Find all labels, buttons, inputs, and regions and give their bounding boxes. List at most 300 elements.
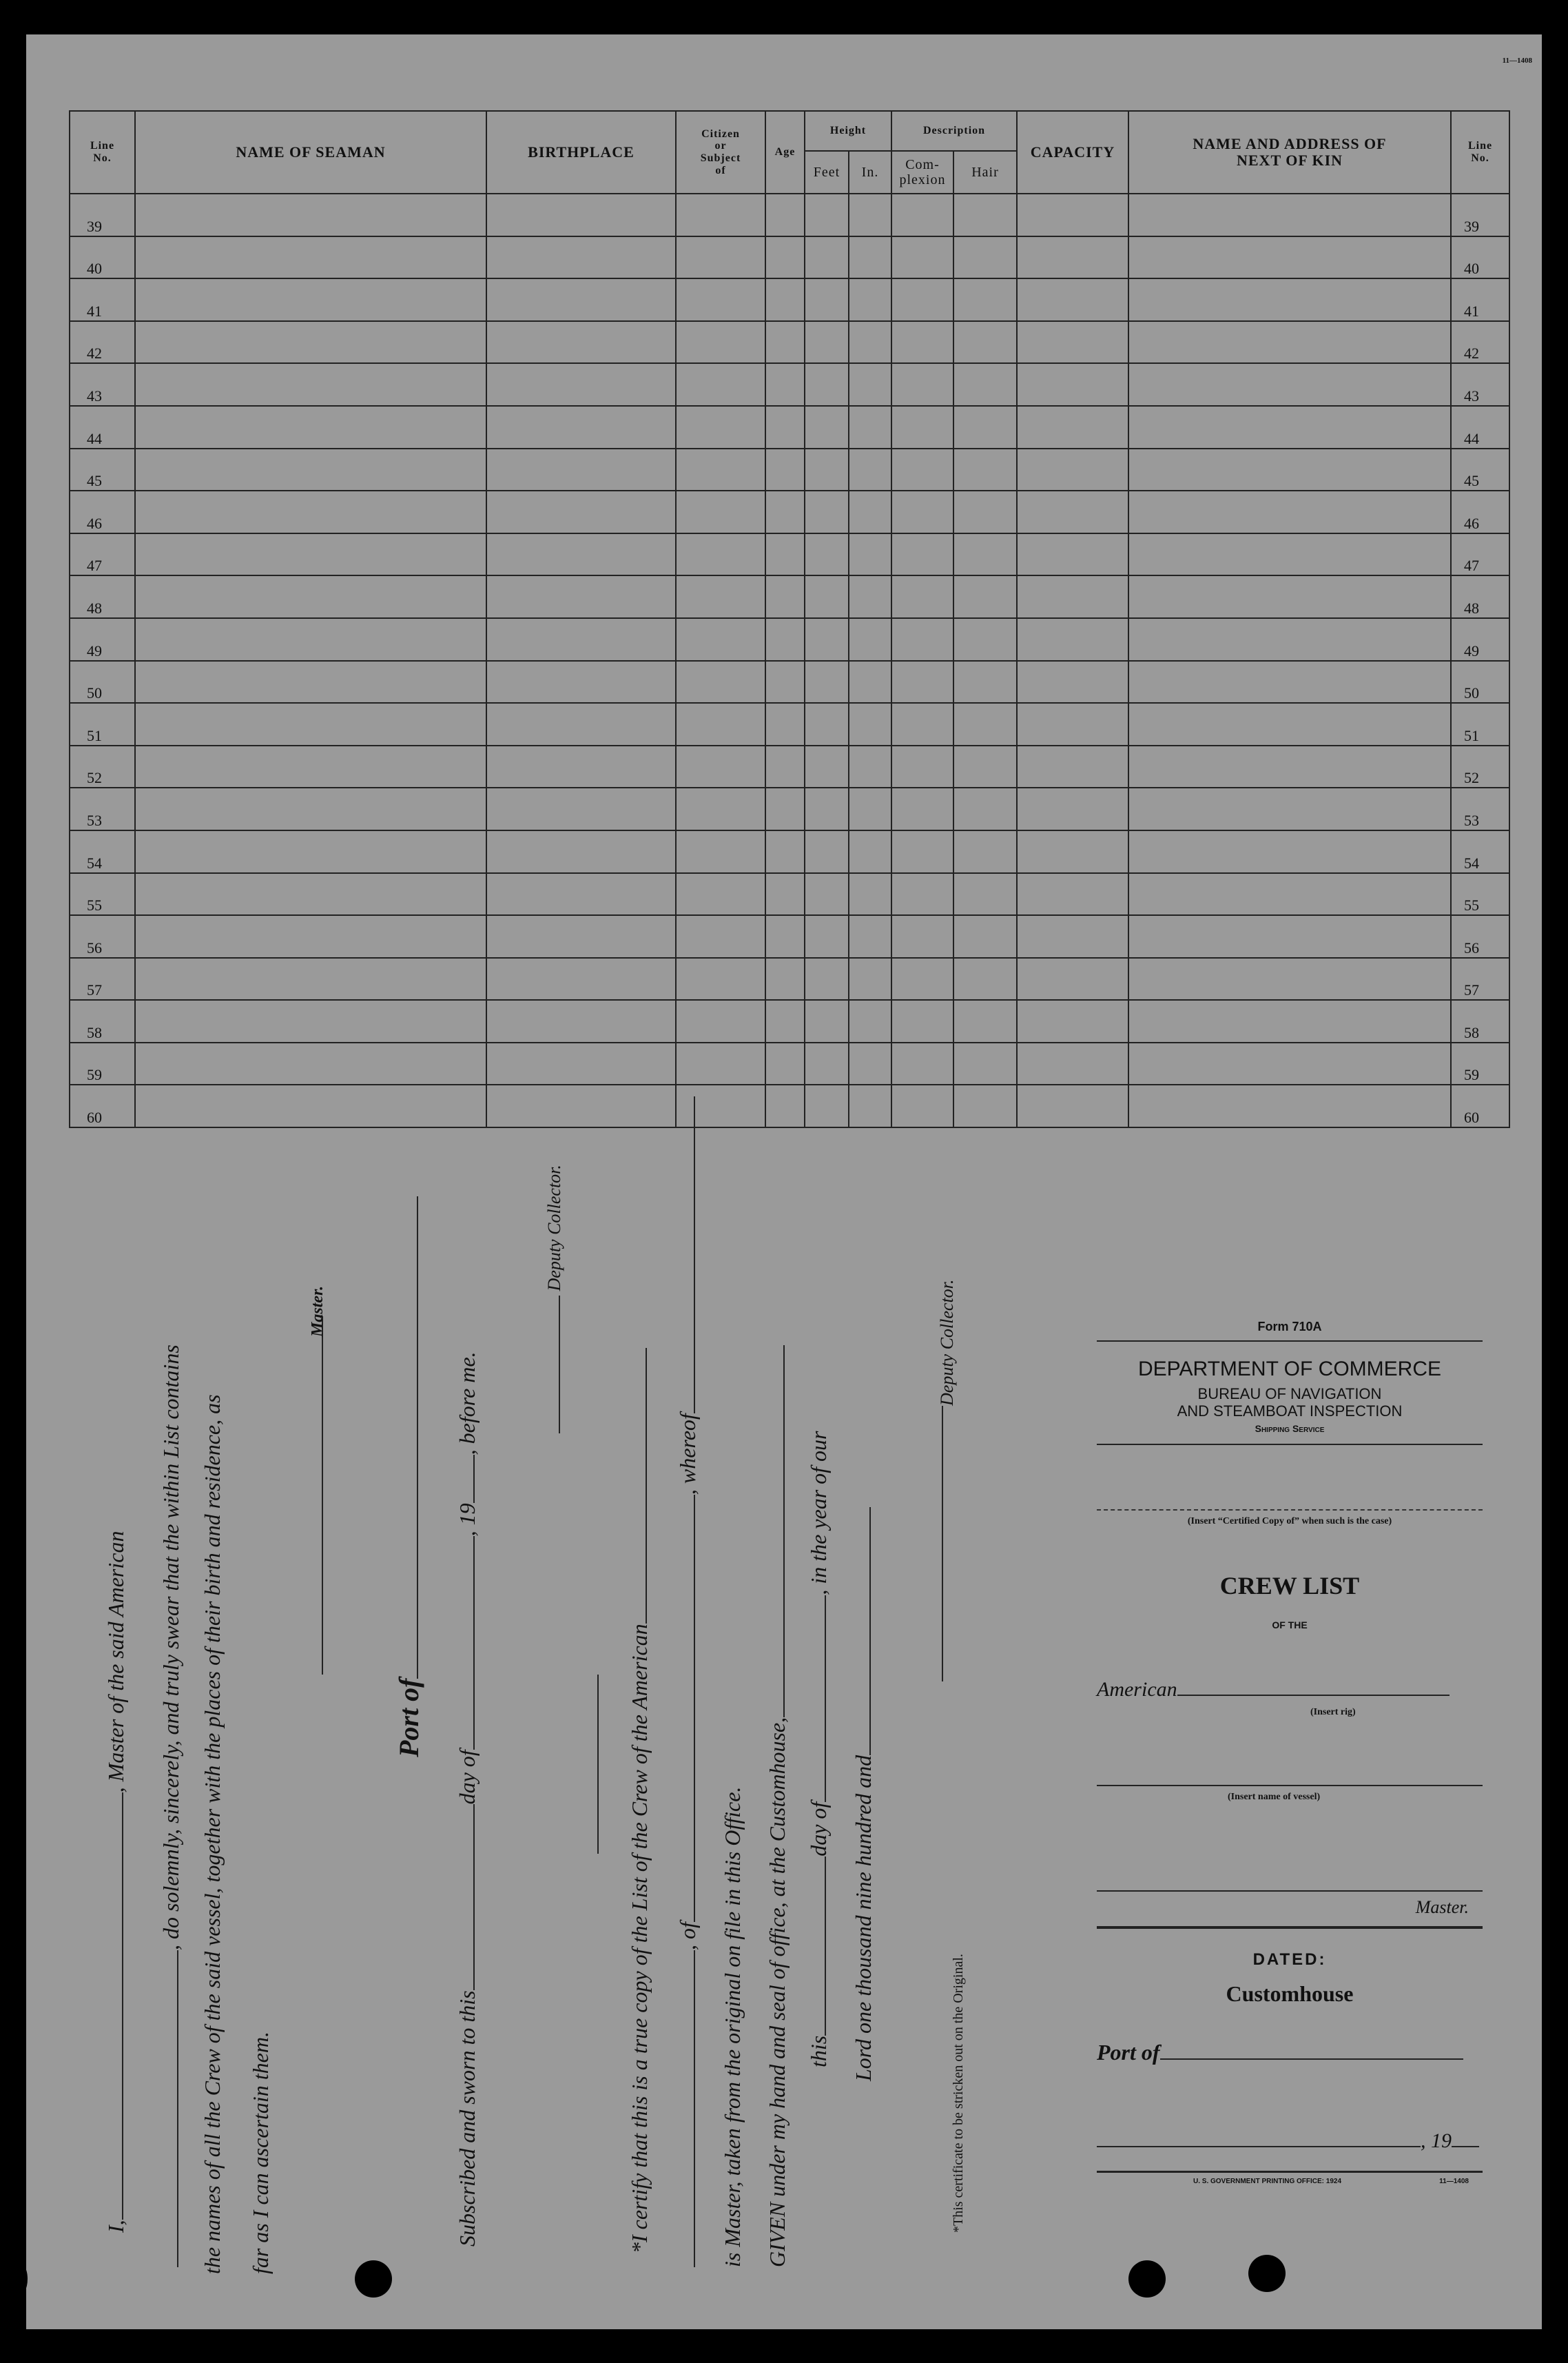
table-cell [1128, 449, 1451, 491]
table-cell [805, 746, 849, 788]
line-number: 54 [70, 830, 135, 873]
table-cell [765, 1043, 805, 1085]
table-cell [805, 194, 849, 236]
table-row [70, 830, 1509, 873]
table-cell [135, 830, 486, 873]
table-cell [805, 533, 849, 576]
line-number-right: 44 [1451, 406, 1509, 449]
table-cell [953, 958, 1017, 1001]
table-cell [765, 788, 805, 830]
table-cell [765, 958, 805, 1001]
table-cell [765, 449, 805, 491]
table-cell [1017, 278, 1128, 321]
table-cell [135, 363, 486, 406]
table-cell [1128, 236, 1451, 279]
dated-label: DATED: [1252, 1950, 1327, 1969]
table-cell [486, 661, 676, 704]
table-cell [486, 194, 676, 236]
table-cell [486, 958, 676, 1001]
table-cell [676, 746, 765, 788]
table-cell [805, 278, 849, 321]
table-cell [891, 915, 953, 958]
table-cell [849, 449, 891, 491]
table-cell [953, 830, 1017, 873]
table-cell [486, 618, 676, 661]
table-row [70, 661, 1509, 704]
table-cell [953, 406, 1017, 449]
shipping-service: Shipping Service [1255, 1423, 1325, 1434]
table-cell [1017, 1085, 1128, 1127]
table-cell [849, 1000, 891, 1043]
table-cell [953, 491, 1017, 533]
table-row [70, 1000, 1509, 1043]
height-header: Height [805, 111, 891, 151]
table-cell [1128, 661, 1451, 704]
master-line [1097, 1890, 1483, 1892]
table-cell [891, 618, 953, 661]
name-of-seaman-header: NAME OF SEAMAN [135, 111, 486, 194]
table-cell [135, 449, 486, 491]
printer-code: 11—1408 [1439, 2178, 1469, 2185]
table-cell [849, 661, 891, 704]
table-cell [953, 788, 1017, 830]
table-cell [805, 703, 849, 746]
table-cell [1128, 406, 1451, 449]
table-cell [1017, 449, 1128, 491]
table-cell [1017, 1000, 1128, 1043]
line-no-header-right: Line No. [1451, 111, 1509, 194]
table-cell [135, 533, 486, 576]
table-cell [135, 278, 486, 321]
line-number: 58 [70, 1000, 135, 1043]
table-cell [765, 406, 805, 449]
line-number: 46 [70, 491, 135, 533]
line-number-right: 41 [1451, 278, 1509, 321]
table-cell [765, 194, 805, 236]
table-row [70, 491, 1509, 533]
table-cell [486, 533, 676, 576]
line-number: 55 [70, 873, 135, 916]
table-cell [953, 703, 1017, 746]
master-label-cover: Master. [1415, 1897, 1469, 1917]
punch-hole [1128, 2260, 1166, 2298]
table-cell [486, 1043, 676, 1085]
table-cell [765, 321, 805, 364]
line-number: 39 [70, 194, 135, 236]
table-cell [805, 915, 849, 958]
table-cell [765, 491, 805, 533]
table-cell [1128, 363, 1451, 406]
table-cell [1017, 575, 1128, 618]
table-cell [891, 1000, 953, 1043]
table-cell [1017, 915, 1128, 958]
table-cell [765, 915, 805, 958]
table-cell [765, 1000, 805, 1043]
line-number: 45 [70, 449, 135, 491]
line-no-header: Line No. [70, 111, 135, 194]
footnote: *This certificate to be stricken out on the Original. [951, 1954, 966, 2233]
description-header: Description [891, 111, 1017, 151]
table-row [70, 575, 1509, 618]
table-cell [765, 236, 805, 279]
crew-list-title: CREW LIST [1219, 1572, 1360, 1599]
feet-header: Feet [805, 151, 849, 194]
oath-line-2: , do solemnly, sincerely, and truly swear that the within List contains [158, 1344, 184, 2267]
table-cell [765, 661, 805, 704]
punch-hole [7, 2260, 28, 2298]
table-cell [953, 363, 1017, 406]
capacity-header: CAPACITY [1017, 111, 1128, 194]
line-number: 43 [70, 363, 135, 406]
table-cell [765, 363, 805, 406]
table-cell [486, 788, 676, 830]
table-cell [676, 406, 765, 449]
table-cell [1128, 958, 1451, 1001]
printer-note: U. S. GOVERNMENT PRINTING OFFICE: 1924 [1193, 2178, 1342, 2185]
line-number: 56 [70, 915, 135, 958]
table-cell [953, 236, 1017, 279]
table-row [70, 194, 1509, 236]
deputy-collector-signature-2 [923, 1406, 949, 1681]
insert-rig-note: (Insert rig) [1310, 1707, 1356, 1717]
table-cell [891, 873, 953, 916]
table-cell [953, 873, 1017, 916]
table-row [70, 915, 1509, 958]
table-cell [891, 449, 953, 491]
line-number: 60 [70, 1085, 135, 1127]
date-line: , 19 [1097, 2129, 1479, 2153]
line-number: 53 [70, 788, 135, 830]
table-cell [676, 788, 765, 830]
department-title: DEPARTMENT OF COMMERCE [1137, 1358, 1442, 1380]
table-cell [135, 194, 486, 236]
table-cell [805, 491, 849, 533]
certified-copy-line [1097, 1509, 1483, 1511]
line-number: 57 [70, 958, 135, 1001]
next-of-kin-header: NAME AND ADDRESS OF NEXT OF KIN [1128, 111, 1451, 194]
table-cell [805, 1043, 849, 1085]
table-cell [891, 1085, 953, 1127]
of-the-label: OF THE [1272, 1619, 1308, 1630]
port-of-label: Port of [393, 1196, 425, 1757]
table-cell [486, 746, 676, 788]
line-number: 59 [70, 1043, 135, 1085]
table-cell [1128, 321, 1451, 364]
table-cell [1017, 491, 1128, 533]
table-cell [1128, 1085, 1451, 1127]
table-cell [805, 661, 849, 704]
table-cell [953, 575, 1017, 618]
table-row [70, 788, 1509, 830]
table-cell [849, 703, 891, 746]
table-cell [1128, 194, 1451, 236]
line-number: 49 [70, 618, 135, 661]
table-cell [849, 278, 891, 321]
table-row [70, 958, 1509, 1001]
table-cell [849, 533, 891, 576]
table-cell [676, 575, 765, 618]
table-cell [676, 491, 765, 533]
table-cell [1017, 406, 1128, 449]
table-cell [676, 958, 765, 1001]
table-row [70, 321, 1509, 364]
table-cell [849, 788, 891, 830]
table-cell [849, 491, 891, 533]
table-cell [805, 788, 849, 830]
subscribed-line: Subscribed and sworn to thisday of, 19, before me. [455, 1351, 479, 2247]
line-number-right: 46 [1451, 491, 1509, 533]
table-cell [1017, 1043, 1128, 1085]
line-number-right: 49 [1451, 618, 1509, 661]
table-cell [891, 533, 953, 576]
table-cell [805, 575, 849, 618]
line-number-right: 47 [1451, 533, 1509, 576]
master-signature [303, 1316, 329, 1675]
age-header: Age [765, 111, 805, 194]
table-row [70, 406, 1509, 449]
line-number-right: 40 [1451, 236, 1509, 279]
line-number-right: 57 [1451, 958, 1509, 1001]
table-cell [953, 194, 1017, 236]
table-cell [891, 363, 953, 406]
inches-header: In. [849, 151, 891, 194]
table-row [70, 703, 1509, 746]
this-day-line: thisday of, in the year of our [806, 1431, 831, 2067]
table-cell [676, 236, 765, 279]
certify-of-line: , of, whereof [675, 1096, 701, 2267]
table-cell [676, 449, 765, 491]
table-cell [805, 618, 849, 661]
certify-master-line: is Master, taken from the original on file in this Office. [720, 1786, 745, 2267]
line-number: 48 [70, 575, 135, 618]
table-cell [135, 703, 486, 746]
deputy-collector-1: Deputy Collector. [544, 1165, 565, 1433]
line-number-right: 51 [1451, 703, 1509, 746]
table-cell [135, 1043, 486, 1085]
table-row [70, 873, 1509, 916]
punch-hole [1248, 2255, 1286, 2292]
table-cell [891, 830, 953, 873]
cover-panel [1097, 1320, 1483, 2188]
table-cell [135, 236, 486, 279]
table-cell [676, 321, 765, 364]
table-cell [805, 958, 849, 1001]
table-cell [891, 575, 953, 618]
table-cell [953, 746, 1017, 788]
table-cell [849, 321, 891, 364]
line-number-right: 42 [1451, 321, 1509, 364]
table-cell [849, 618, 891, 661]
table-cell [486, 873, 676, 916]
table-cell [1128, 575, 1451, 618]
table-cell [135, 321, 486, 364]
insert-certified-note: (Insert “Certified Copy of” when such is the case) [1187, 1516, 1392, 1526]
table-cell [486, 449, 676, 491]
table-cell [953, 321, 1017, 364]
table-cell [849, 873, 891, 916]
table-cell [891, 746, 953, 788]
table-cell [1128, 873, 1451, 916]
table-cell [1017, 618, 1128, 661]
table-cell [1017, 788, 1128, 830]
line-number: 50 [70, 661, 135, 704]
table-cell [849, 1085, 891, 1127]
table-cell [135, 1000, 486, 1043]
table-row [70, 533, 1509, 576]
table-row [70, 618, 1509, 661]
table-cell [676, 363, 765, 406]
table-cell [1128, 746, 1451, 788]
line-number-right: 56 [1451, 915, 1509, 958]
table-cell [676, 703, 765, 746]
table-cell [849, 194, 891, 236]
line-number: 51 [70, 703, 135, 746]
citizen-header: Citizen or Subject of [676, 111, 765, 194]
line-number-right: 52 [1451, 746, 1509, 788]
master-label: Master. [309, 1285, 327, 1337]
table-cell [676, 194, 765, 236]
table-cell [849, 575, 891, 618]
table-cell [765, 533, 805, 576]
line-number-right: 55 [1451, 873, 1509, 916]
table-cell [486, 363, 676, 406]
table-cell [765, 703, 805, 746]
table-cell [805, 1000, 849, 1043]
lord-line: Lord one thousand nine hundred and [851, 1507, 876, 2081]
table-cell [805, 321, 849, 364]
table-cell [135, 788, 486, 830]
table-cell [486, 703, 676, 746]
table-cell [1017, 194, 1128, 236]
line-number-right: 58 [1451, 1000, 1509, 1043]
deputy-collector-2: Deputy Collector. [937, 1279, 957, 1406]
table-cell [953, 1000, 1017, 1043]
oath-line-3: the names of all the Crew of the said vessel, together with the places of their birth and residence, as [200, 1394, 225, 2274]
line-number: 41 [70, 278, 135, 321]
table-cell [849, 830, 891, 873]
table-cell [953, 1085, 1017, 1127]
hair-header: Hair [953, 151, 1017, 194]
table-cell [1017, 363, 1128, 406]
table-cell [486, 491, 676, 533]
table-row [70, 363, 1509, 406]
table-cell [486, 1085, 676, 1127]
table-cell [805, 363, 849, 406]
table-cell [1128, 788, 1451, 830]
line-number-right: 53 [1451, 788, 1509, 830]
table-cell [486, 406, 676, 449]
table-cell [891, 406, 953, 449]
table-cell [135, 915, 486, 958]
table-cell [891, 194, 953, 236]
table-cell [953, 533, 1017, 576]
table-cell [805, 406, 849, 449]
table-cell [953, 618, 1017, 661]
line-number-right: 43 [1451, 363, 1509, 406]
table-cell [953, 1043, 1017, 1085]
table-cell [1128, 1043, 1451, 1085]
form-code-top: 11—1408 [1502, 57, 1532, 65]
table-cell [891, 703, 953, 746]
table-cell [849, 406, 891, 449]
table-cell [1128, 618, 1451, 661]
table-cell [676, 915, 765, 958]
table-cell [135, 873, 486, 916]
table-cell [891, 236, 953, 279]
table-cell [805, 873, 849, 916]
table-cell [135, 575, 486, 618]
table-cell [849, 236, 891, 279]
line-number: 52 [70, 746, 135, 788]
line-number: 47 [70, 533, 135, 576]
table-cell [891, 321, 953, 364]
table-cell [135, 1085, 486, 1127]
oath-line-4: far as I can ascertain them. [248, 2032, 273, 2274]
oath-line-1: I,, Master of the said American [103, 1531, 128, 2233]
table-cell [676, 533, 765, 576]
table-cell [849, 915, 891, 958]
deputy-collector-signature-1 [579, 1675, 604, 1854]
table-cell [1017, 703, 1128, 746]
table-cell [135, 958, 486, 1001]
table-cell [953, 661, 1017, 704]
table-cell [1017, 958, 1128, 1001]
table-cell [1017, 236, 1128, 279]
table-cell [676, 661, 765, 704]
table-cell [486, 1000, 676, 1043]
table-cell [1128, 915, 1451, 958]
line-number-right: 39 [1451, 194, 1509, 236]
table-cell [676, 278, 765, 321]
line-number: 40 [70, 236, 135, 279]
table-cell [849, 958, 891, 1001]
table-cell [135, 406, 486, 449]
table-cell [135, 618, 486, 661]
table-row [70, 278, 1509, 321]
table-cell [1128, 703, 1451, 746]
line-number-right: 50 [1451, 661, 1509, 704]
table-cell [805, 236, 849, 279]
table-cell [805, 1085, 849, 1127]
table-cell [849, 746, 891, 788]
line-number-right: 48 [1451, 575, 1509, 618]
table-cell [676, 830, 765, 873]
table-row [70, 746, 1509, 788]
table-cell [891, 788, 953, 830]
table-cell [891, 1043, 953, 1085]
line-number-right: 45 [1451, 449, 1509, 491]
table-cell [953, 449, 1017, 491]
table-cell [1128, 1000, 1451, 1043]
table-cell [676, 1000, 765, 1043]
bureau-line-2: AND STEAMBOAT INSPECTION [1177, 1402, 1403, 1420]
insert-vessel-note: (Insert name of vessel) [1228, 1792, 1321, 1802]
table-cell [891, 278, 953, 321]
line-number-right: 59 [1451, 1043, 1509, 1085]
table-cell [486, 915, 676, 958]
table-cell [1017, 533, 1128, 576]
table-cell [135, 491, 486, 533]
table-cell [676, 618, 765, 661]
table-cell [891, 958, 953, 1001]
table-cell [1017, 830, 1128, 873]
table-cell [805, 830, 849, 873]
table-cell [1017, 661, 1128, 704]
table-cell [765, 830, 805, 873]
table-cell [486, 236, 676, 279]
line-number: 42 [70, 321, 135, 364]
vessel-name-line [1097, 1785, 1483, 1786]
